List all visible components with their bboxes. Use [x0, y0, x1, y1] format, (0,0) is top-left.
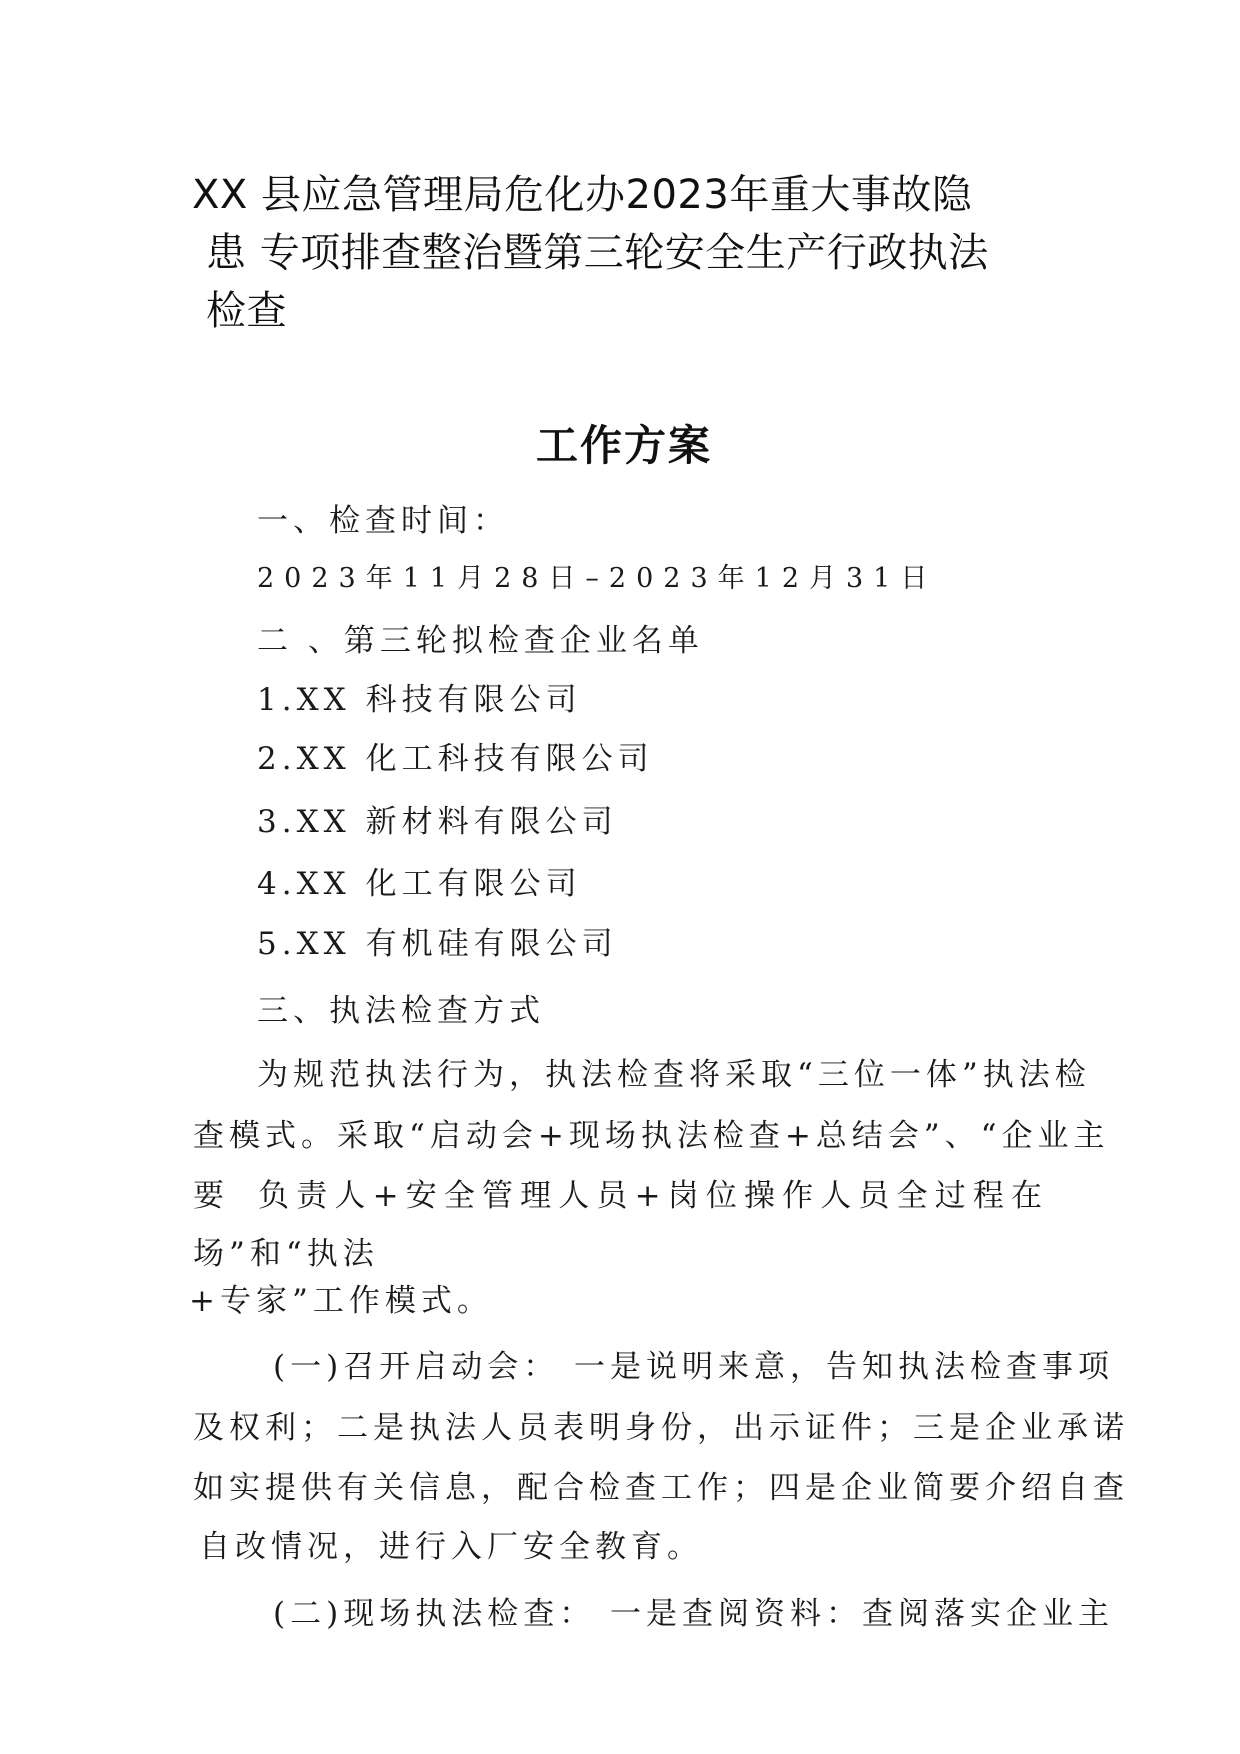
paragraph-line: 为规范执法行为，执法检查将采取“三位一体”执法检: [257, 1057, 1091, 1093]
paragraph-line: 要 负责人+安全管理人员+岗位操作人员全过程在: [193, 1178, 1047, 1214]
company-list-item: 1.XX 科技有限公司: [257, 682, 582, 718]
paragraph-line: 及权利；二是执法人员表明身份，出示证件；三是企业承诺: [193, 1410, 1129, 1446]
document-title-line-1: XX 县应急管理局危化办2023年重大事故隐: [192, 172, 973, 218]
document-title-line-2: 患 专项排查整治暨第三轮安全生产行政执法: [206, 230, 989, 276]
check-date-range: 2023年11月28日–2023年12月31日: [257, 563, 938, 594]
company-list-item: 5.XX 有机硅有限公司: [257, 926, 618, 962]
company-list-item: 2.XX 化工科技有限公司: [257, 741, 654, 777]
company-list-item: 4.XX 化工有限公司: [257, 866, 582, 902]
paragraph-line: +专家”工作模式。: [189, 1283, 493, 1319]
paragraph-line: 自改情况，进行入厂安全教育。: [199, 1529, 703, 1565]
section-heading-check-time: 一、检查时间：: [257, 503, 509, 539]
company-list-item: 3.XX 新材料有限公司: [257, 804, 618, 840]
document-title-line-3: 检查: [206, 288, 287, 334]
paragraph-line: (一)召开启动会： 一是说明来意，告知执法检查事项: [273, 1349, 1115, 1385]
paragraph-line: 场”和“执法: [193, 1236, 379, 1272]
section-heading-enforcement-method: 三、执法检查方式: [257, 993, 545, 1029]
document-subtitle: 工作方案: [536, 421, 713, 470]
section-heading-company-list: 二 、第三轮拟检查企业名单: [257, 623, 704, 659]
paragraph-line: 查模式。采取“启动会+现场执法检查+总结会”、“企业主: [193, 1118, 1110, 1154]
paragraph-line: 如实提供有关信息，配合检查工作；四是企业简要介绍自查: [193, 1470, 1129, 1506]
paragraph-line: (二)现场执法检查： 一是查阅资料：查阅落实企业主: [273, 1596, 1115, 1632]
